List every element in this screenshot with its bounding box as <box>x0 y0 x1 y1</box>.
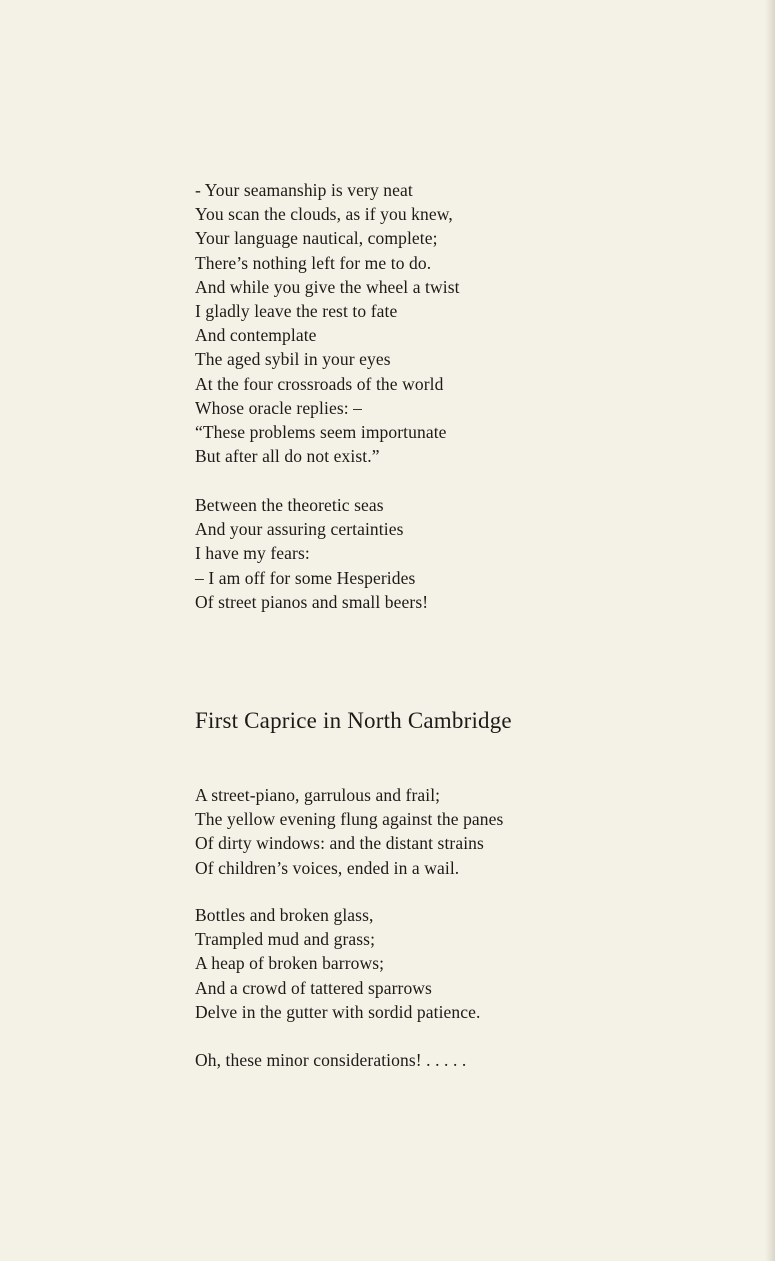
stanza-minor-considerations <box>195 1048 755 1072</box>
poem-line: And your assuring certainties <box>195 519 404 540</box>
poem-line: At the four crossroads of the world <box>195 373 444 394</box>
poem-line: I have my fears: <box>195 543 310 564</box>
poem-line: Your language nautical, complete; <box>195 228 438 249</box>
poem-line: – I am off for some Hesperides <box>195 567 416 588</box>
poem-line: Bottles and broken glass, <box>195 905 374 925</box>
poem-line: Of children’s voices, ended in a wail. <box>195 857 460 878</box>
poem-line: And a crowd of tattered sparrows <box>195 977 432 998</box>
page-edge-shadow <box>765 0 775 1261</box>
poem-line: Between the theoretic seas <box>195 495 384 515</box>
poem-line: Delve in the gutter with sordid patience. <box>195 1001 481 1022</box>
poem-line: But after all do not exist.” <box>195 446 380 467</box>
poem-line: There’s nothing left for me to do. <box>195 252 432 273</box>
stanza-seamanship <box>195 178 755 468</box>
poem-line: The yellow evening flung against the panes <box>195 809 504 830</box>
stanza-bottles <box>195 903 755 1024</box>
poem-line: Oh, these minor considerations! . . . . . <box>195 1050 467 1070</box>
poem-line: And while you give the wheel a twist <box>195 276 460 297</box>
poem-line: And contemplate <box>195 325 317 346</box>
poem-line: I gladly leave the rest to fate <box>195 301 398 322</box>
poem-line: The aged sybil in your eyes <box>195 349 391 370</box>
poem-line: - Your seamanship is very neat <box>195 180 413 200</box>
poem-line: Of dirty windows: and the distant strains <box>195 833 484 854</box>
poem-line: Whose oracle replies: – <box>195 397 363 418</box>
poem-line: You scan the clouds, as if you knew, <box>195 204 453 225</box>
poem-title: First Caprice in North Cambridge <box>195 708 512 733</box>
stanza-theoretic-seas <box>195 493 755 614</box>
poem-line: Trampled mud and grass; <box>195 929 376 950</box>
poem-line: A street-piano, garrulous and frail; <box>195 785 441 805</box>
poem-line: A heap of broken barrows; <box>195 953 385 974</box>
poem-line: “These problems seem importunate <box>195 422 447 443</box>
stanza-street-piano <box>195 783 755 880</box>
poem-line: Of street pianos and small beers! <box>195 591 429 612</box>
